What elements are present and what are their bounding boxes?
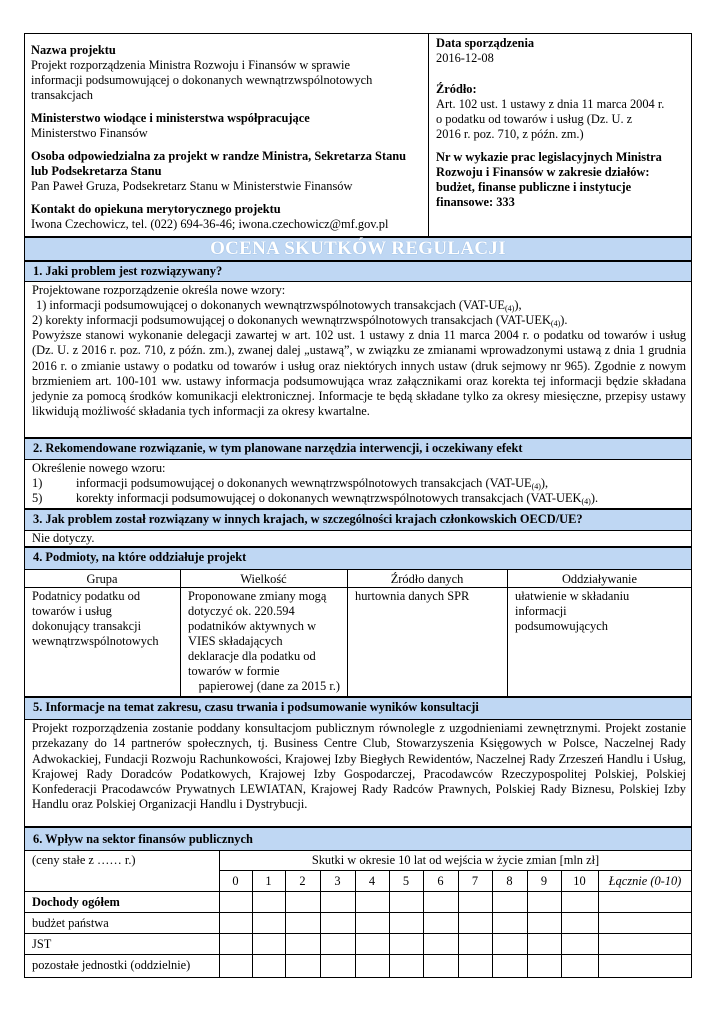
year-header: 8 (506, 874, 513, 888)
cell-line: Proponowane zmiany mogą (188, 589, 327, 603)
row-rule (24, 912, 692, 913)
cell-line: dokonujący transakcji (32, 619, 142, 633)
contact-label: Kontakt do opiekuna merytorycznego projektu (31, 202, 281, 216)
total-header: Łącznie (0-10) (608, 874, 682, 888)
document-meta (436, 36, 688, 210)
item-suffix: ), (514, 298, 522, 312)
prices-label: (ceny stałe z …… r.) (32, 853, 136, 867)
section-4-heading: 4. Podmioty, na które oddziałuje projekt (24, 547, 692, 570)
cell-line: deklaracje dla podatku od (188, 649, 316, 663)
cell-line: towarów w formie (188, 664, 280, 678)
section-2-item (32, 491, 686, 506)
column-header-size: Wielkość (240, 572, 287, 586)
item-number: 1) (32, 476, 43, 490)
section-5-heading: 5. Informacje na temat zakresu, czasu trwania i podsumowanie wyników konsultacji (24, 697, 692, 720)
col-rule (507, 569, 508, 697)
section-2-content (32, 461, 686, 506)
item-text: informacji podsumowującej o dokonanych wewnątrzwspólnotowych transakcjach (VAT-UE (76, 476, 532, 490)
table-header-rule (24, 587, 692, 588)
year-header: 4 (368, 874, 376, 888)
source-line: o podatku od towarów i usług (Dz. U. z (436, 112, 633, 126)
source-line: 2016 r. poz. 710, z późn. zm.) (436, 127, 584, 141)
item-subscript: (4) (550, 319, 561, 328)
date-label: Data sporządzenia (436, 36, 535, 50)
section-5-text: Projekt rozporządzenia zostanie poddany konsultacjom publicznym równolegle z uzgodnieniami zewnętrznymi. Projekt zostanie przekazany do 14 partnerów społecznych, tj. Business Centre Club, Stowarzyszenia Księgowych w Polsce, Naczelnej Rady Adwokackiej, Fundacji Rozwoju Rachunkowości, Krajowej Izby Biegłych Rewidentów, Naczelnej Rady Zrzeszeń Handlu i Usług, Krajowej Rady Doradców Podatkowych, Krajowej Izby Gospodarczej, Pracodawców Rzeczypospolitej Polskiej, Polskiej Konfederacji Pracodawców Prywatnych LEWIATAN, Krajowej Rady Radców Prawnych, Polskiej Rady Biznesu, Polskiej Izby Handlu oraz Polskiej Organizacji Handlu i Dystrybucji. (32, 721, 686, 812)
registry-line: budżet, finanse publiczne i instytucje (436, 180, 632, 194)
item-number: 5) (32, 491, 43, 505)
registry-line: Rozwoju i Finansów w zakresie działów: (436, 165, 650, 179)
cell-line: podsumowujących (515, 619, 608, 633)
ministry-label: Ministerstwo wiodące i ministerstwa współpracujące (31, 111, 310, 125)
row-rule (24, 891, 692, 892)
contact-value: Iwona Czechowicz, tel. (022) 694-36-46; iwona.czechowicz@mf.gov.pl (31, 217, 389, 231)
col-rule (219, 850, 220, 978)
year-header: 10 (573, 874, 586, 888)
row-label: JST (32, 937, 52, 951)
column-header-group: Grupa (86, 572, 118, 586)
row-label: budżet państwa (32, 916, 109, 930)
section-1-content (32, 283, 686, 420)
item-subscript: (4) (505, 304, 515, 313)
section-2-intro: Określenie nowego wzoru: (32, 461, 166, 475)
cell-line: papierowej (dane za 2015 r.) (198, 679, 340, 693)
responsible-label: lub Podsekretarza Stanu (31, 164, 162, 178)
section-1-paragraph: Powyższe stanowi wykonanie delegacji zawartej w art. 102 ust. 1 ustawy z dnia 11 marca 2004 r. o podatku od towarów i usług (Dz. U. z 2016 r. poz. 710, z późn. zm.), zwanej dalej „ustawą”, w związku ze zmianami wprowadzonymi ustawą z dnia 1 grudnia 2016 r. o zmianie ustawy o podatku od towarów i usług oraz niektórych innych ustaw (druk sejmowy nr 965). Zgodnie z nowym brzmieniem art. 100-101 ww. ustawy informacja podsumowująca wraz załącznikami oraz korekta tej informacji będzie składana jedynie za pomocą środków komunikacji elektronicznej. Informacje te będą składane tylko za okresy miesięczne, przepisy ustawy likwidują możliwość składania tych informacji za okresy kwartalne. (32, 328, 686, 419)
section-3-body (24, 530, 692, 547)
item-text: korekty informacji podsumowującej o dokonanych wewnątrzwspólnotowych transakcjach (VAT-UEK (76, 491, 582, 505)
item-subscript: (4) (531, 482, 541, 491)
row-rule (24, 954, 692, 955)
year-header: 2 (299, 874, 306, 888)
effects-label: Skutki w okresie 10 lat od wejścia w życie zmian [mln zł] (311, 853, 600, 867)
ministry-value: Ministerstwo Finansów (31, 126, 148, 140)
section-6-heading: 6. Wpływ na sektor finansów publicznych (24, 827, 692, 851)
impact-cell (515, 589, 685, 634)
section-2-heading: 2. Rekomendowane rozwiązanie, w tym planowane narzędzia interwencji, i oczekiwany efekt (24, 438, 692, 460)
row-label: pozostałe jednostki (oddzielnie) (32, 958, 191, 972)
section-3-text: Nie dotyczy. (32, 531, 95, 545)
section-1-item (32, 298, 686, 313)
column-header-impact: Oddziaływanie (561, 572, 637, 586)
row-rule (24, 933, 692, 934)
year-header: 5 (402, 874, 410, 888)
header-divider (428, 33, 429, 237)
col-rule (347, 569, 348, 697)
source-label: Źródło: (436, 82, 477, 96)
item-subscript: (4) (581, 497, 591, 506)
row-rule (219, 870, 692, 871)
year-header: 6 (437, 874, 444, 888)
source-line: Art. 102 ust. 1 ustawy z dnia 11 marca 2004 r. (436, 97, 665, 111)
section-1-heading: 1. Jaki problem jest rozwiązywany? (24, 261, 692, 282)
row-label: Dochody ogółem (32, 895, 120, 909)
year-header: 1 (265, 874, 272, 888)
col-rule (180, 569, 181, 697)
cell-line: wewnątrzwspólnotowych (32, 634, 159, 648)
project-info (31, 42, 426, 232)
year-header: 9 (540, 874, 548, 888)
item-suffix: ). (560, 313, 568, 327)
year-header: 7 (471, 874, 479, 888)
item-suffix: ), (540, 476, 549, 490)
date-value: 2016-12-08 (436, 51, 494, 65)
year-header: 0 (232, 874, 239, 888)
column-header-source: Źródło danych (390, 572, 464, 586)
registry-line: finansowe: 333 (436, 195, 515, 209)
cell-line: dotyczyć ok. 220.594 (188, 604, 295, 618)
section-2-item (32, 476, 686, 491)
section-3-heading: 3. Jak problem został rozwiązany w innych krajach, w szczególności krajach członkowskich OECD/UE? (24, 509, 692, 531)
size-cell (188, 589, 346, 694)
project-name-label: Nazwa projektu (31, 43, 116, 57)
source-cell: hurtownia danych SPR (355, 589, 470, 603)
responsible-label: Osoba odpowiedzialna za projekt w randze Ministra, Sekretarza Stanu (31, 149, 407, 163)
cell-line: informacji (515, 604, 567, 618)
registry-line: Nr w wykazie prac legislacyjnych Ministra (436, 150, 662, 164)
project-name-line: transakcjach (31, 88, 93, 102)
item-text: 2) korekty informacji podsumowującej o dokonanych wewnątrzwspólnotowych transakcjach (VAT-UEK (32, 313, 551, 327)
responsible-value: Pan Paweł Gruza, Podsekretarz Stanu w Ministerstwie Finansów (31, 179, 353, 193)
cell-line: podatników aktywnych w (188, 619, 317, 633)
group-cell (32, 589, 178, 649)
cell-line: towarów i usług (32, 604, 112, 618)
item-text: 1) informacji podsumowującej o dokonanych wewnątrzwspólnotowych transakcjach (VAT-UE (36, 298, 506, 312)
section-1-intro: Projektowane rozporządzenie określa nowe wzory: (32, 283, 286, 297)
project-name-line: informacji podsumowującej o dokonanych wewnątrzwspólnotowych (31, 73, 373, 87)
item-suffix: ). (590, 491, 599, 505)
section-1-item (32, 313, 686, 328)
main-title: OCENA SKUTKÓW REGULACJI (24, 237, 692, 261)
cell-line: Podatnicy podatku od (32, 589, 141, 603)
year-header: 3 (334, 874, 341, 888)
cell-line: ułatwienie w składaniu (515, 589, 630, 603)
cell-line: VIES składających (188, 634, 283, 648)
project-name-line: Projekt rozporządzenia Ministra Rozwoju i Finansów w sprawie (31, 58, 350, 72)
